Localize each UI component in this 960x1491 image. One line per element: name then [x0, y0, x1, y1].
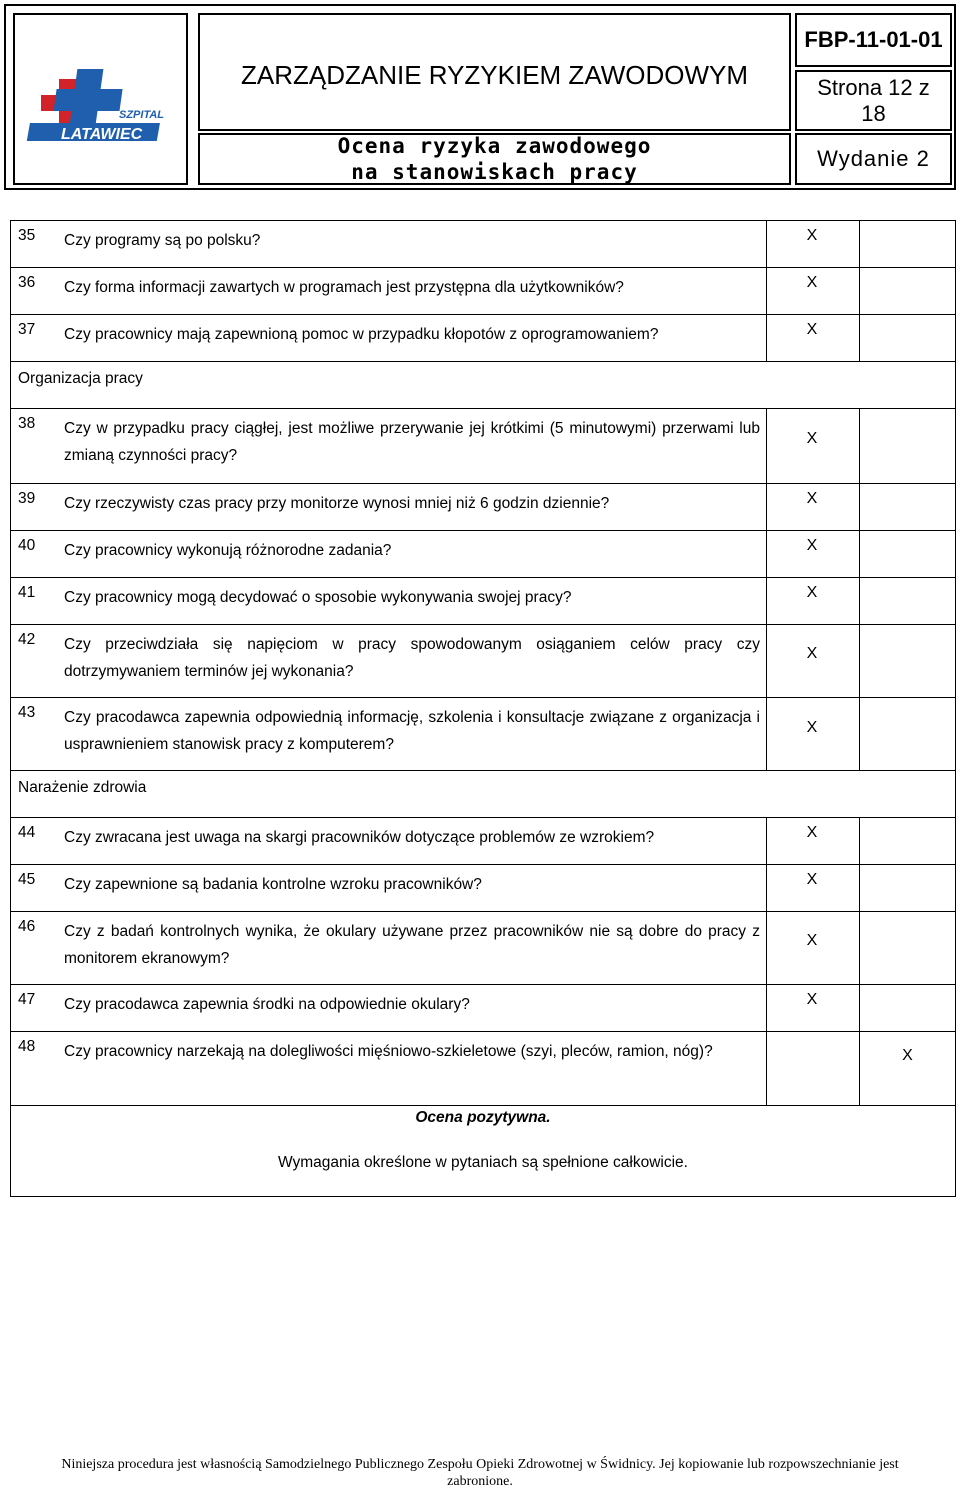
page-footer: [20, 1456, 940, 1490]
table-row: [11, 865, 955, 912]
svg-text:LATAWIEC: LATAWIEC: [61, 126, 143, 143]
table-row: [11, 531, 955, 578]
row-number: 37: [18, 321, 36, 338]
row-number: 46: [18, 918, 36, 935]
table-row: [11, 409, 955, 484]
row-number: 45: [18, 871, 36, 888]
row-number: 42: [18, 631, 36, 648]
row-question: Czy przeciwdziała się napięciom w pracy spowodowanym osiąganiem celów pracy czy dotrzymywaniem terminów jej wykonania?: [64, 636, 760, 680]
section-title-health: Narażenie zdrowia: [18, 779, 147, 796]
svg-text:SZPITAL: SZPITAL: [119, 109, 165, 121]
page-number: [795, 70, 952, 131]
row-question: Czy forma informacji zawartych w programach jest przystępna dla użytkowników?: [64, 279, 624, 296]
row-question: Czy pracownicy wykonują różnorodne zadania?: [64, 542, 392, 559]
row-mark: X: [806, 537, 818, 554]
row-mark: X: [806, 227, 818, 244]
row-number: 38: [18, 415, 36, 432]
row-number: 40: [18, 537, 36, 554]
table-row: [11, 985, 955, 1032]
row-mark: X: [806, 645, 818, 662]
row-number: 48: [18, 1038, 36, 1055]
row-question: Czy programy są po polsku?: [64, 232, 261, 249]
document-subtitle: [198, 133, 791, 185]
hospital-logo: [13, 13, 188, 185]
row-mark: X: [902, 1047, 913, 1064]
row-number: 43: [18, 704, 36, 721]
checklist-table: [10, 220, 956, 1197]
row-number: 36: [18, 274, 36, 291]
row-mark: X: [806, 871, 818, 888]
row-question: Czy z badań kontrolnych wynika, że okulary używane przez pracowników nie są dobre do pracy z monitorem ekranowym?: [64, 923, 760, 967]
table-row: [11, 268, 955, 315]
conclusion-text: Wymagania określone w pytaniach są spełnione całkowicie.: [278, 1154, 688, 1171]
row-mark: X: [806, 321, 818, 338]
row-question: Czy zwracana jest uwaga na skargi pracowników dotyczące problemów ze wzrokiem?: [64, 829, 655, 846]
row-number: 44: [18, 824, 36, 841]
row-question: Czy pracownicy narzekają na dolegliwości mięśniowo-szkieletowe (szyi, pleców, ramion, nóg)?: [64, 1043, 713, 1060]
section-header-row: [11, 771, 955, 818]
row-number: 47: [18, 991, 36, 1008]
row-question: Czy pracodawca zapewnia środki na odpowiednie okulary?: [64, 996, 470, 1013]
section-header-row: [11, 362, 955, 409]
row-question: Czy zapewnione są badania kontrolne wzroku pracowników?: [64, 876, 482, 893]
row-question: Czy pracodawca zapewnia odpowiednią informację, szkolenia i konsultacje związane z organizacja i usprawnieniem stanowisk pracy z komputerem?: [64, 709, 760, 753]
table-row: [11, 698, 955, 771]
row-mark: X: [806, 719, 818, 736]
row-mark: X: [806, 274, 818, 291]
subtitle-line-1: Ocena ryzyka zawodowego: [337, 134, 652, 158]
row-question: Czy pracownicy mają zapewnioną pomoc w przypadku kłopotów z oprogramowaniem?: [64, 326, 659, 343]
page-number-line-2: 18: [861, 100, 886, 126]
hospital-logo-icon: [15, 15, 186, 183]
row-number: 41: [18, 584, 36, 601]
row-question: Czy rzeczywisty czas pracy przy monitorze wynosi mniej niż 6 godzin dziennie?: [64, 495, 610, 512]
table-row: [11, 484, 955, 531]
footer-line-2: zabronione.: [447, 1474, 513, 1489]
row-number: 39: [18, 490, 36, 507]
table-row: [11, 625, 955, 698]
section-title-organization: Organizacja pracy: [18, 370, 143, 387]
row-mark: X: [806, 824, 818, 841]
table-row: [11, 578, 955, 625]
table-row: [11, 818, 955, 865]
document-header: [4, 4, 956, 190]
row-number: 35: [18, 227, 36, 244]
row-mark: X: [806, 430, 818, 447]
document-code: FBP-11-01-01: [795, 13, 952, 67]
row-question: Czy pracownicy mogą decydować o sposobie wykonywania swojej pracy?: [64, 589, 572, 606]
footer-line-1: Niniejsza procedura jest własnością Samodzielnego Publicznego Zespołu Opieki Zdrowotnej w Świdnicy. Jej kopiowanie lub rozpowszechnianie jest: [61, 1457, 899, 1472]
document-title: ZARZĄDZANIE RYZYKIEM ZAWODOWYM: [198, 13, 791, 131]
table-row: [11, 1032, 955, 1106]
row-mark: X: [806, 932, 818, 949]
row-mark: X: [806, 584, 818, 601]
row-mark: X: [806, 991, 818, 1008]
table-row: [11, 221, 955, 268]
edition-number: Wydanie 2: [795, 133, 952, 185]
subtitle-line-2: na stanowiskach pracy: [351, 160, 638, 184]
page-number-line-1: Strona 12 z: [817, 74, 930, 100]
table-row: [11, 315, 955, 362]
table-row: [11, 912, 955, 985]
conclusion-title: Ocena pozytywna.: [415, 1109, 551, 1126]
row-mark: X: [806, 490, 818, 507]
row-question: Czy w przypadku pracy ciągłej, jest możliwe przerywanie jej krótkimi (5 minutowymi) przerwami lub zmianą czynności pracy?: [64, 420, 760, 464]
